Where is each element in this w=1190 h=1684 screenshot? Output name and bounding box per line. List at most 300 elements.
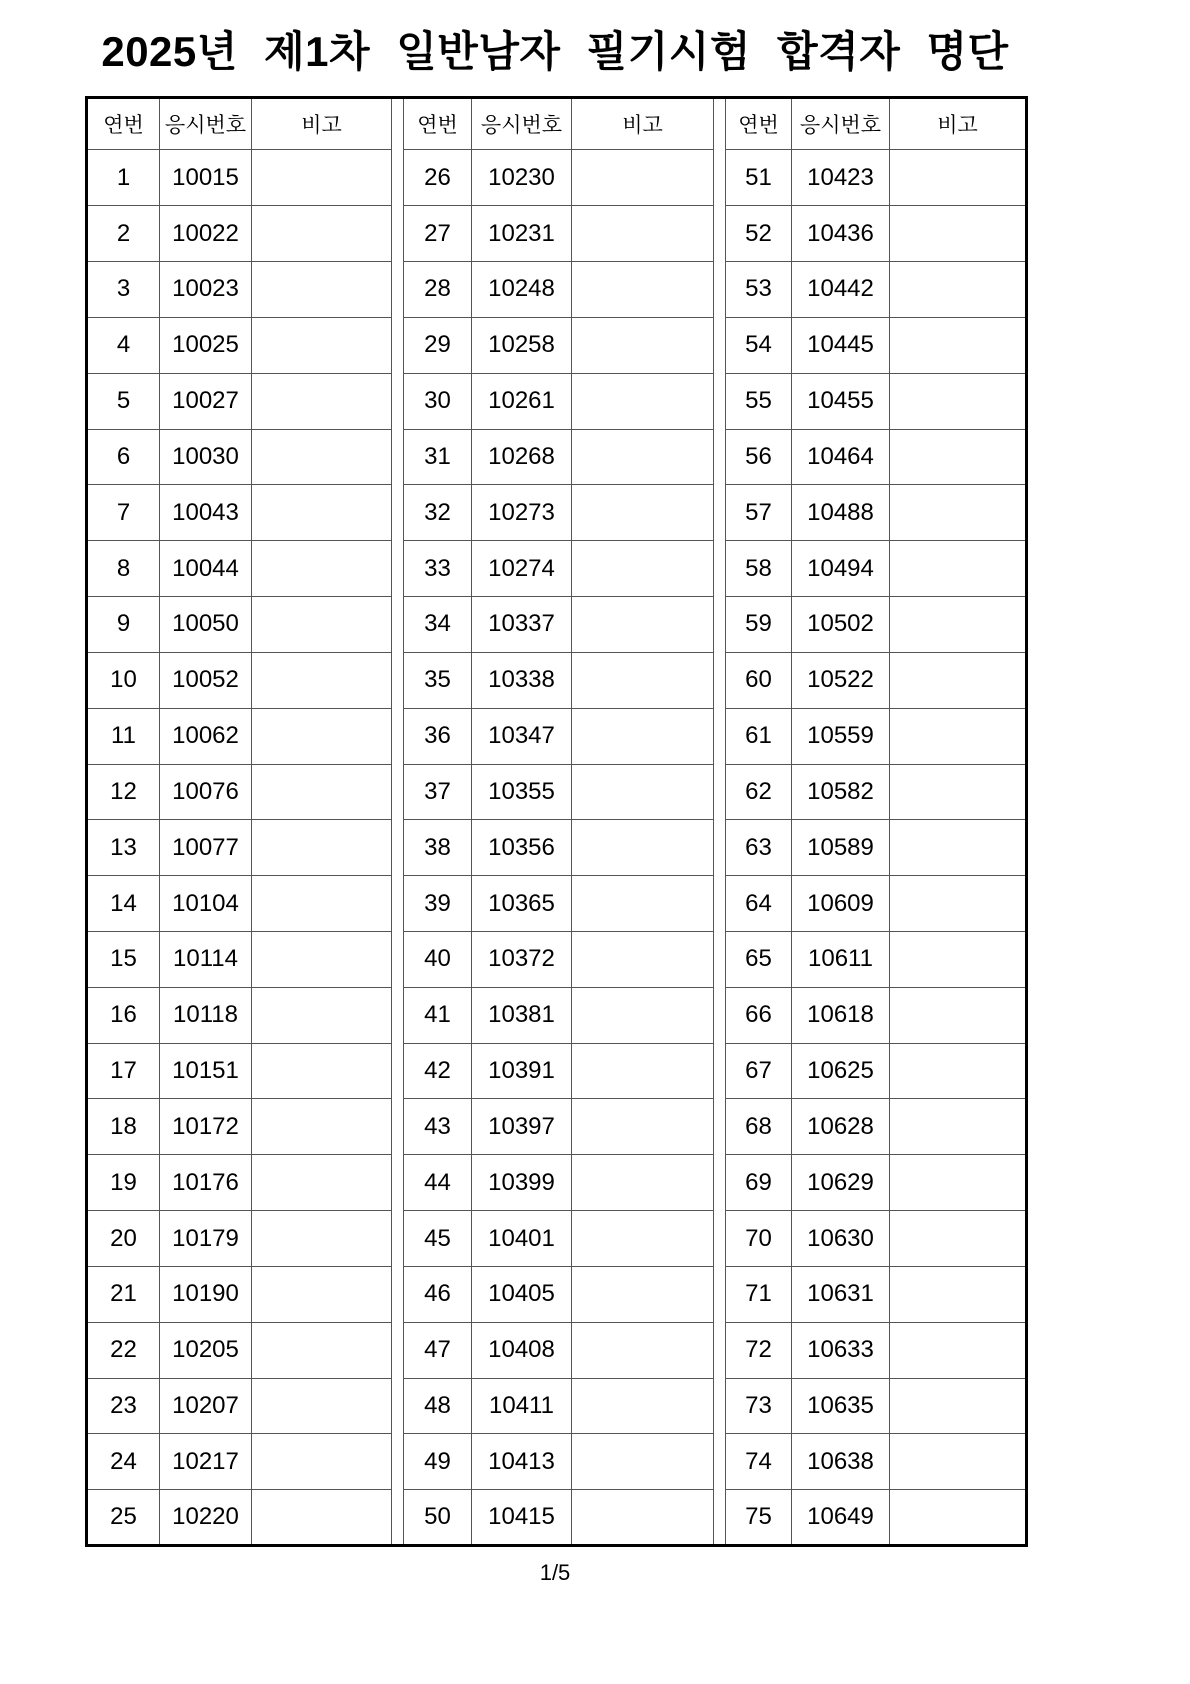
exam-number-cell: 10411 (472, 1378, 572, 1434)
serial-cell: 49 (404, 1434, 472, 1490)
serial-cell: 29 (404, 317, 472, 373)
remark-cell (252, 931, 392, 987)
exam-number-cell: 10205 (160, 1322, 252, 1378)
remark-cell (252, 652, 392, 708)
table-row (87, 262, 1027, 318)
table-row (87, 373, 1027, 429)
exam-number-cell: 10399 (472, 1155, 572, 1211)
serial-cell: 2 (87, 206, 160, 262)
serial-cell: 4 (87, 317, 160, 373)
group-spacer (714, 1211, 726, 1267)
group-spacer (714, 764, 726, 820)
serial-cell: 42 (404, 1043, 472, 1099)
group-spacer (714, 1322, 726, 1378)
exam-number-cell: 10408 (472, 1322, 572, 1378)
remark-cell (252, 317, 392, 373)
serial-cell: 51 (726, 150, 792, 206)
remark-cell (572, 373, 714, 429)
serial-header: 연번 (87, 98, 160, 150)
serial-cell: 23 (87, 1378, 160, 1434)
remark-cell (252, 485, 392, 541)
exam-number-cell: 10494 (792, 541, 890, 597)
table-row (87, 541, 1027, 597)
table-row (87, 1155, 1027, 1211)
exam-number-cell: 10104 (160, 876, 252, 932)
group-spacer (714, 876, 726, 932)
group-spacer (714, 262, 726, 318)
group-spacer (392, 206, 404, 262)
group-spacer (392, 373, 404, 429)
group-spacer (714, 652, 726, 708)
exam-number-header: 응시번호 (792, 98, 890, 150)
serial-cell: 35 (404, 652, 472, 708)
serial-cell: 57 (726, 485, 792, 541)
table-row (87, 987, 1027, 1043)
remark-cell (572, 876, 714, 932)
remark-cell (890, 373, 1027, 429)
exam-number-cell: 10401 (472, 1211, 572, 1267)
exam-number-cell: 10217 (160, 1434, 252, 1490)
group-spacer (714, 98, 726, 150)
exam-number-cell: 10220 (160, 1490, 252, 1546)
serial-cell: 43 (404, 1099, 472, 1155)
remark-cell (252, 150, 392, 206)
exam-number-cell: 10023 (160, 262, 252, 318)
remark-cell (890, 1378, 1027, 1434)
serial-cell: 15 (87, 931, 160, 987)
exam-number-cell: 10338 (472, 652, 572, 708)
remark-cell (890, 876, 1027, 932)
exam-number-cell: 10464 (792, 429, 890, 485)
remark-cell (890, 150, 1027, 206)
group-spacer (714, 931, 726, 987)
remark-cell (572, 1099, 714, 1155)
serial-cell: 66 (726, 987, 792, 1043)
exam-number-cell: 10355 (472, 764, 572, 820)
table-row (87, 820, 1027, 876)
table-row (87, 931, 1027, 987)
remark-cell (572, 206, 714, 262)
group-spacer (714, 206, 726, 262)
exam-number-cell: 10347 (472, 708, 572, 764)
remark-cell (890, 429, 1027, 485)
table-row (87, 1490, 1027, 1546)
remark-cell (890, 1266, 1027, 1322)
table-row (87, 1266, 1027, 1322)
table-row (87, 1211, 1027, 1267)
remark-cell (572, 262, 714, 318)
group-spacer (392, 931, 404, 987)
remark-cell (252, 987, 392, 1043)
serial-cell: 6 (87, 429, 160, 485)
serial-cell: 72 (726, 1322, 792, 1378)
group-spacer (714, 597, 726, 653)
remark-cell (890, 262, 1027, 318)
serial-cell: 47 (404, 1322, 472, 1378)
pass-list-table (85, 96, 1028, 1547)
group-spacer (714, 1490, 726, 1546)
header-row (87, 98, 1027, 150)
serial-cell: 11 (87, 708, 160, 764)
group-spacer (392, 429, 404, 485)
serial-cell: 65 (726, 931, 792, 987)
exam-number-cell: 10273 (472, 485, 572, 541)
exam-number-cell: 10611 (792, 931, 890, 987)
table-row (87, 1043, 1027, 1099)
serial-cell: 8 (87, 541, 160, 597)
exam-number-cell: 10609 (792, 876, 890, 932)
group-spacer (714, 1434, 726, 1490)
table-row (87, 597, 1027, 653)
serial-cell: 39 (404, 876, 472, 932)
table-row (87, 708, 1027, 764)
exam-number-cell: 10405 (472, 1266, 572, 1322)
remark-cell (252, 429, 392, 485)
serial-cell: 20 (87, 1211, 160, 1267)
exam-number-cell: 10582 (792, 764, 890, 820)
serial-cell: 41 (404, 987, 472, 1043)
exam-number-cell: 10356 (472, 820, 572, 876)
remark-header: 비고 (572, 98, 714, 150)
group-spacer (392, 820, 404, 876)
remark-cell (572, 820, 714, 876)
remark-cell (890, 317, 1027, 373)
table-row (87, 317, 1027, 373)
remark-cell (572, 1490, 714, 1546)
remark-cell (890, 820, 1027, 876)
remark-cell (890, 708, 1027, 764)
serial-cell: 53 (726, 262, 792, 318)
remark-cell (572, 597, 714, 653)
exam-number-cell: 10258 (472, 317, 572, 373)
exam-number-cell: 10423 (792, 150, 890, 206)
serial-cell: 9 (87, 597, 160, 653)
exam-number-cell: 10445 (792, 317, 890, 373)
serial-cell: 26 (404, 150, 472, 206)
exam-number-cell: 10488 (792, 485, 890, 541)
exam-number-cell: 10076 (160, 764, 252, 820)
remark-cell (890, 1099, 1027, 1155)
serial-header: 연번 (726, 98, 792, 150)
group-spacer (714, 1155, 726, 1211)
remark-cell (572, 1266, 714, 1322)
serial-cell: 59 (726, 597, 792, 653)
exam-number-cell: 10365 (472, 876, 572, 932)
exam-number-cell: 10050 (160, 597, 252, 653)
exam-number-cell: 10589 (792, 820, 890, 876)
exam-number-cell: 10436 (792, 206, 890, 262)
serial-cell: 32 (404, 485, 472, 541)
serial-cell: 14 (87, 876, 160, 932)
exam-number-cell: 10372 (472, 931, 572, 987)
remark-cell (890, 652, 1027, 708)
remark-cell (252, 1155, 392, 1211)
remark-cell (572, 429, 714, 485)
serial-cell: 68 (726, 1099, 792, 1155)
remark-cell (252, 1490, 392, 1546)
exam-number-cell: 10415 (472, 1490, 572, 1546)
exam-number-cell: 10062 (160, 708, 252, 764)
table-row (87, 1378, 1027, 1434)
remark-cell (890, 1434, 1027, 1490)
serial-cell: 21 (87, 1266, 160, 1322)
remark-cell (890, 206, 1027, 262)
remark-header: 비고 (252, 98, 392, 150)
serial-cell: 17 (87, 1043, 160, 1099)
group-spacer (392, 764, 404, 820)
remark-cell (572, 541, 714, 597)
serial-cell: 3 (87, 262, 160, 318)
remark-cell (252, 1266, 392, 1322)
serial-cell: 69 (726, 1155, 792, 1211)
group-spacer (392, 597, 404, 653)
table-body (87, 150, 1027, 1546)
remark-cell (572, 1155, 714, 1211)
serial-cell: 28 (404, 262, 472, 318)
serial-cell: 24 (87, 1434, 160, 1490)
group-spacer (392, 150, 404, 206)
table-row (87, 1099, 1027, 1155)
exam-number-header: 응시번호 (472, 98, 572, 150)
serial-cell: 67 (726, 1043, 792, 1099)
group-spacer (392, 317, 404, 373)
remark-cell (890, 1155, 1027, 1211)
remark-cell (252, 206, 392, 262)
serial-cell: 5 (87, 373, 160, 429)
remark-cell (890, 987, 1027, 1043)
group-spacer (392, 1155, 404, 1211)
serial-cell: 56 (726, 429, 792, 485)
group-spacer (714, 429, 726, 485)
exam-number-cell: 10274 (472, 541, 572, 597)
remark-cell (572, 485, 714, 541)
exam-number-cell: 10230 (472, 150, 572, 206)
remark-cell (572, 652, 714, 708)
serial-cell: 10 (87, 652, 160, 708)
serial-cell: 70 (726, 1211, 792, 1267)
remark-cell (572, 1043, 714, 1099)
group-spacer (714, 708, 726, 764)
exam-number-cell: 10618 (792, 987, 890, 1043)
remark-cell (890, 541, 1027, 597)
remark-cell (890, 485, 1027, 541)
group-spacer (714, 987, 726, 1043)
exam-number-cell: 10114 (160, 931, 252, 987)
exam-number-cell: 10043 (160, 485, 252, 541)
serial-header: 연번 (404, 98, 472, 150)
document-page (85, 0, 1025, 1586)
serial-cell: 46 (404, 1266, 472, 1322)
table-row (87, 764, 1027, 820)
serial-cell: 63 (726, 820, 792, 876)
serial-cell: 27 (404, 206, 472, 262)
serial-cell: 60 (726, 652, 792, 708)
exam-number-cell: 10151 (160, 1043, 252, 1099)
serial-cell: 52 (726, 206, 792, 262)
group-spacer (392, 708, 404, 764)
group-spacer (392, 652, 404, 708)
group-spacer (392, 1434, 404, 1490)
remark-cell (572, 708, 714, 764)
serial-cell: 16 (87, 987, 160, 1043)
exam-number-cell: 10442 (792, 262, 890, 318)
group-spacer (392, 1490, 404, 1546)
serial-cell: 19 (87, 1155, 160, 1211)
remark-cell (252, 597, 392, 653)
group-spacer (392, 262, 404, 318)
exam-number-cell: 10649 (792, 1490, 890, 1546)
remark-cell (572, 1211, 714, 1267)
table-row (87, 429, 1027, 485)
serial-cell: 22 (87, 1322, 160, 1378)
remark-cell (252, 1099, 392, 1155)
remark-cell (572, 1378, 714, 1434)
group-spacer (392, 485, 404, 541)
exam-number-header: 응시번호 (160, 98, 252, 150)
serial-cell: 62 (726, 764, 792, 820)
group-spacer (392, 876, 404, 932)
table-row (87, 485, 1027, 541)
remark-cell (890, 931, 1027, 987)
remark-cell (252, 1211, 392, 1267)
exam-number-cell: 10044 (160, 541, 252, 597)
remark-cell (252, 708, 392, 764)
serial-cell: 44 (404, 1155, 472, 1211)
remark-cell (572, 987, 714, 1043)
serial-cell: 18 (87, 1099, 160, 1155)
group-spacer (714, 1378, 726, 1434)
exam-number-cell: 10413 (472, 1434, 572, 1490)
remark-cell (890, 1322, 1027, 1378)
group-spacer (392, 541, 404, 597)
serial-cell: 1 (87, 150, 160, 206)
serial-cell: 54 (726, 317, 792, 373)
serial-cell: 40 (404, 931, 472, 987)
exam-number-cell: 10176 (160, 1155, 252, 1211)
serial-cell: 33 (404, 541, 472, 597)
exam-number-cell: 10522 (792, 652, 890, 708)
serial-cell: 31 (404, 429, 472, 485)
exam-number-cell: 10015 (160, 150, 252, 206)
exam-number-cell: 10190 (160, 1266, 252, 1322)
exam-number-cell: 10638 (792, 1434, 890, 1490)
table-row (87, 206, 1027, 262)
table-row (87, 652, 1027, 708)
remark-header: 비고 (890, 98, 1027, 150)
exam-number-cell: 10625 (792, 1043, 890, 1099)
exam-number-cell: 10391 (472, 1043, 572, 1099)
serial-cell: 30 (404, 373, 472, 429)
group-spacer (714, 1043, 726, 1099)
serial-cell: 45 (404, 1211, 472, 1267)
remark-cell (890, 764, 1027, 820)
table-header (87, 98, 1027, 150)
serial-cell: 34 (404, 597, 472, 653)
remark-cell (252, 541, 392, 597)
serial-cell: 75 (726, 1490, 792, 1546)
exam-number-cell: 10231 (472, 206, 572, 262)
page-number: 1/5 (539, 1560, 571, 1586)
serial-cell: 71 (726, 1266, 792, 1322)
group-spacer (392, 1322, 404, 1378)
group-spacer (714, 373, 726, 429)
exam-number-cell: 10030 (160, 429, 252, 485)
remark-cell (252, 820, 392, 876)
remark-cell (572, 764, 714, 820)
group-spacer (392, 1043, 404, 1099)
serial-cell: 48 (404, 1378, 472, 1434)
exam-number-cell: 10559 (792, 708, 890, 764)
serial-cell: 50 (404, 1490, 472, 1546)
serial-cell: 25 (87, 1490, 160, 1546)
serial-cell: 36 (404, 708, 472, 764)
remark-cell (572, 317, 714, 373)
remark-cell (252, 1434, 392, 1490)
remark-cell (252, 262, 392, 318)
serial-cell: 74 (726, 1434, 792, 1490)
exam-number-cell: 10455 (792, 373, 890, 429)
serial-cell: 12 (87, 764, 160, 820)
exam-number-cell: 10027 (160, 373, 252, 429)
exam-number-cell: 10248 (472, 262, 572, 318)
serial-cell: 73 (726, 1378, 792, 1434)
table-row (87, 1434, 1027, 1490)
serial-cell: 37 (404, 764, 472, 820)
exam-number-cell: 10025 (160, 317, 252, 373)
group-spacer (714, 820, 726, 876)
exam-number-cell: 10635 (792, 1378, 890, 1434)
serial-cell: 13 (87, 820, 160, 876)
group-spacer (392, 98, 404, 150)
table-row (87, 1322, 1027, 1378)
group-spacer (392, 1211, 404, 1267)
remark-cell (572, 1434, 714, 1490)
group-spacer (392, 987, 404, 1043)
remark-cell (252, 1322, 392, 1378)
serial-cell: 64 (726, 876, 792, 932)
remark-cell (252, 1378, 392, 1434)
group-spacer (714, 317, 726, 373)
serial-cell: 58 (726, 541, 792, 597)
serial-cell: 61 (726, 708, 792, 764)
exam-number-cell: 10381 (472, 987, 572, 1043)
serial-cell: 38 (404, 820, 472, 876)
group-spacer (392, 1378, 404, 1434)
group-spacer (714, 541, 726, 597)
exam-number-cell: 10631 (792, 1266, 890, 1322)
group-spacer (714, 485, 726, 541)
remark-cell (890, 1490, 1027, 1546)
group-spacer (392, 1266, 404, 1322)
remark-cell (252, 373, 392, 429)
exam-number-cell: 10397 (472, 1099, 572, 1155)
remark-cell (572, 931, 714, 987)
remark-cell (572, 150, 714, 206)
group-spacer (714, 1266, 726, 1322)
remark-cell (890, 1211, 1027, 1267)
exam-number-cell: 10261 (472, 373, 572, 429)
exam-number-cell: 10628 (792, 1099, 890, 1155)
exam-number-cell: 10022 (160, 206, 252, 262)
serial-cell: 7 (87, 485, 160, 541)
group-spacer (714, 150, 726, 206)
remark-cell (252, 764, 392, 820)
remark-cell (252, 1043, 392, 1099)
exam-number-cell: 10502 (792, 597, 890, 653)
serial-cell: 55 (726, 373, 792, 429)
table-row (87, 876, 1027, 932)
exam-number-cell: 10179 (160, 1211, 252, 1267)
